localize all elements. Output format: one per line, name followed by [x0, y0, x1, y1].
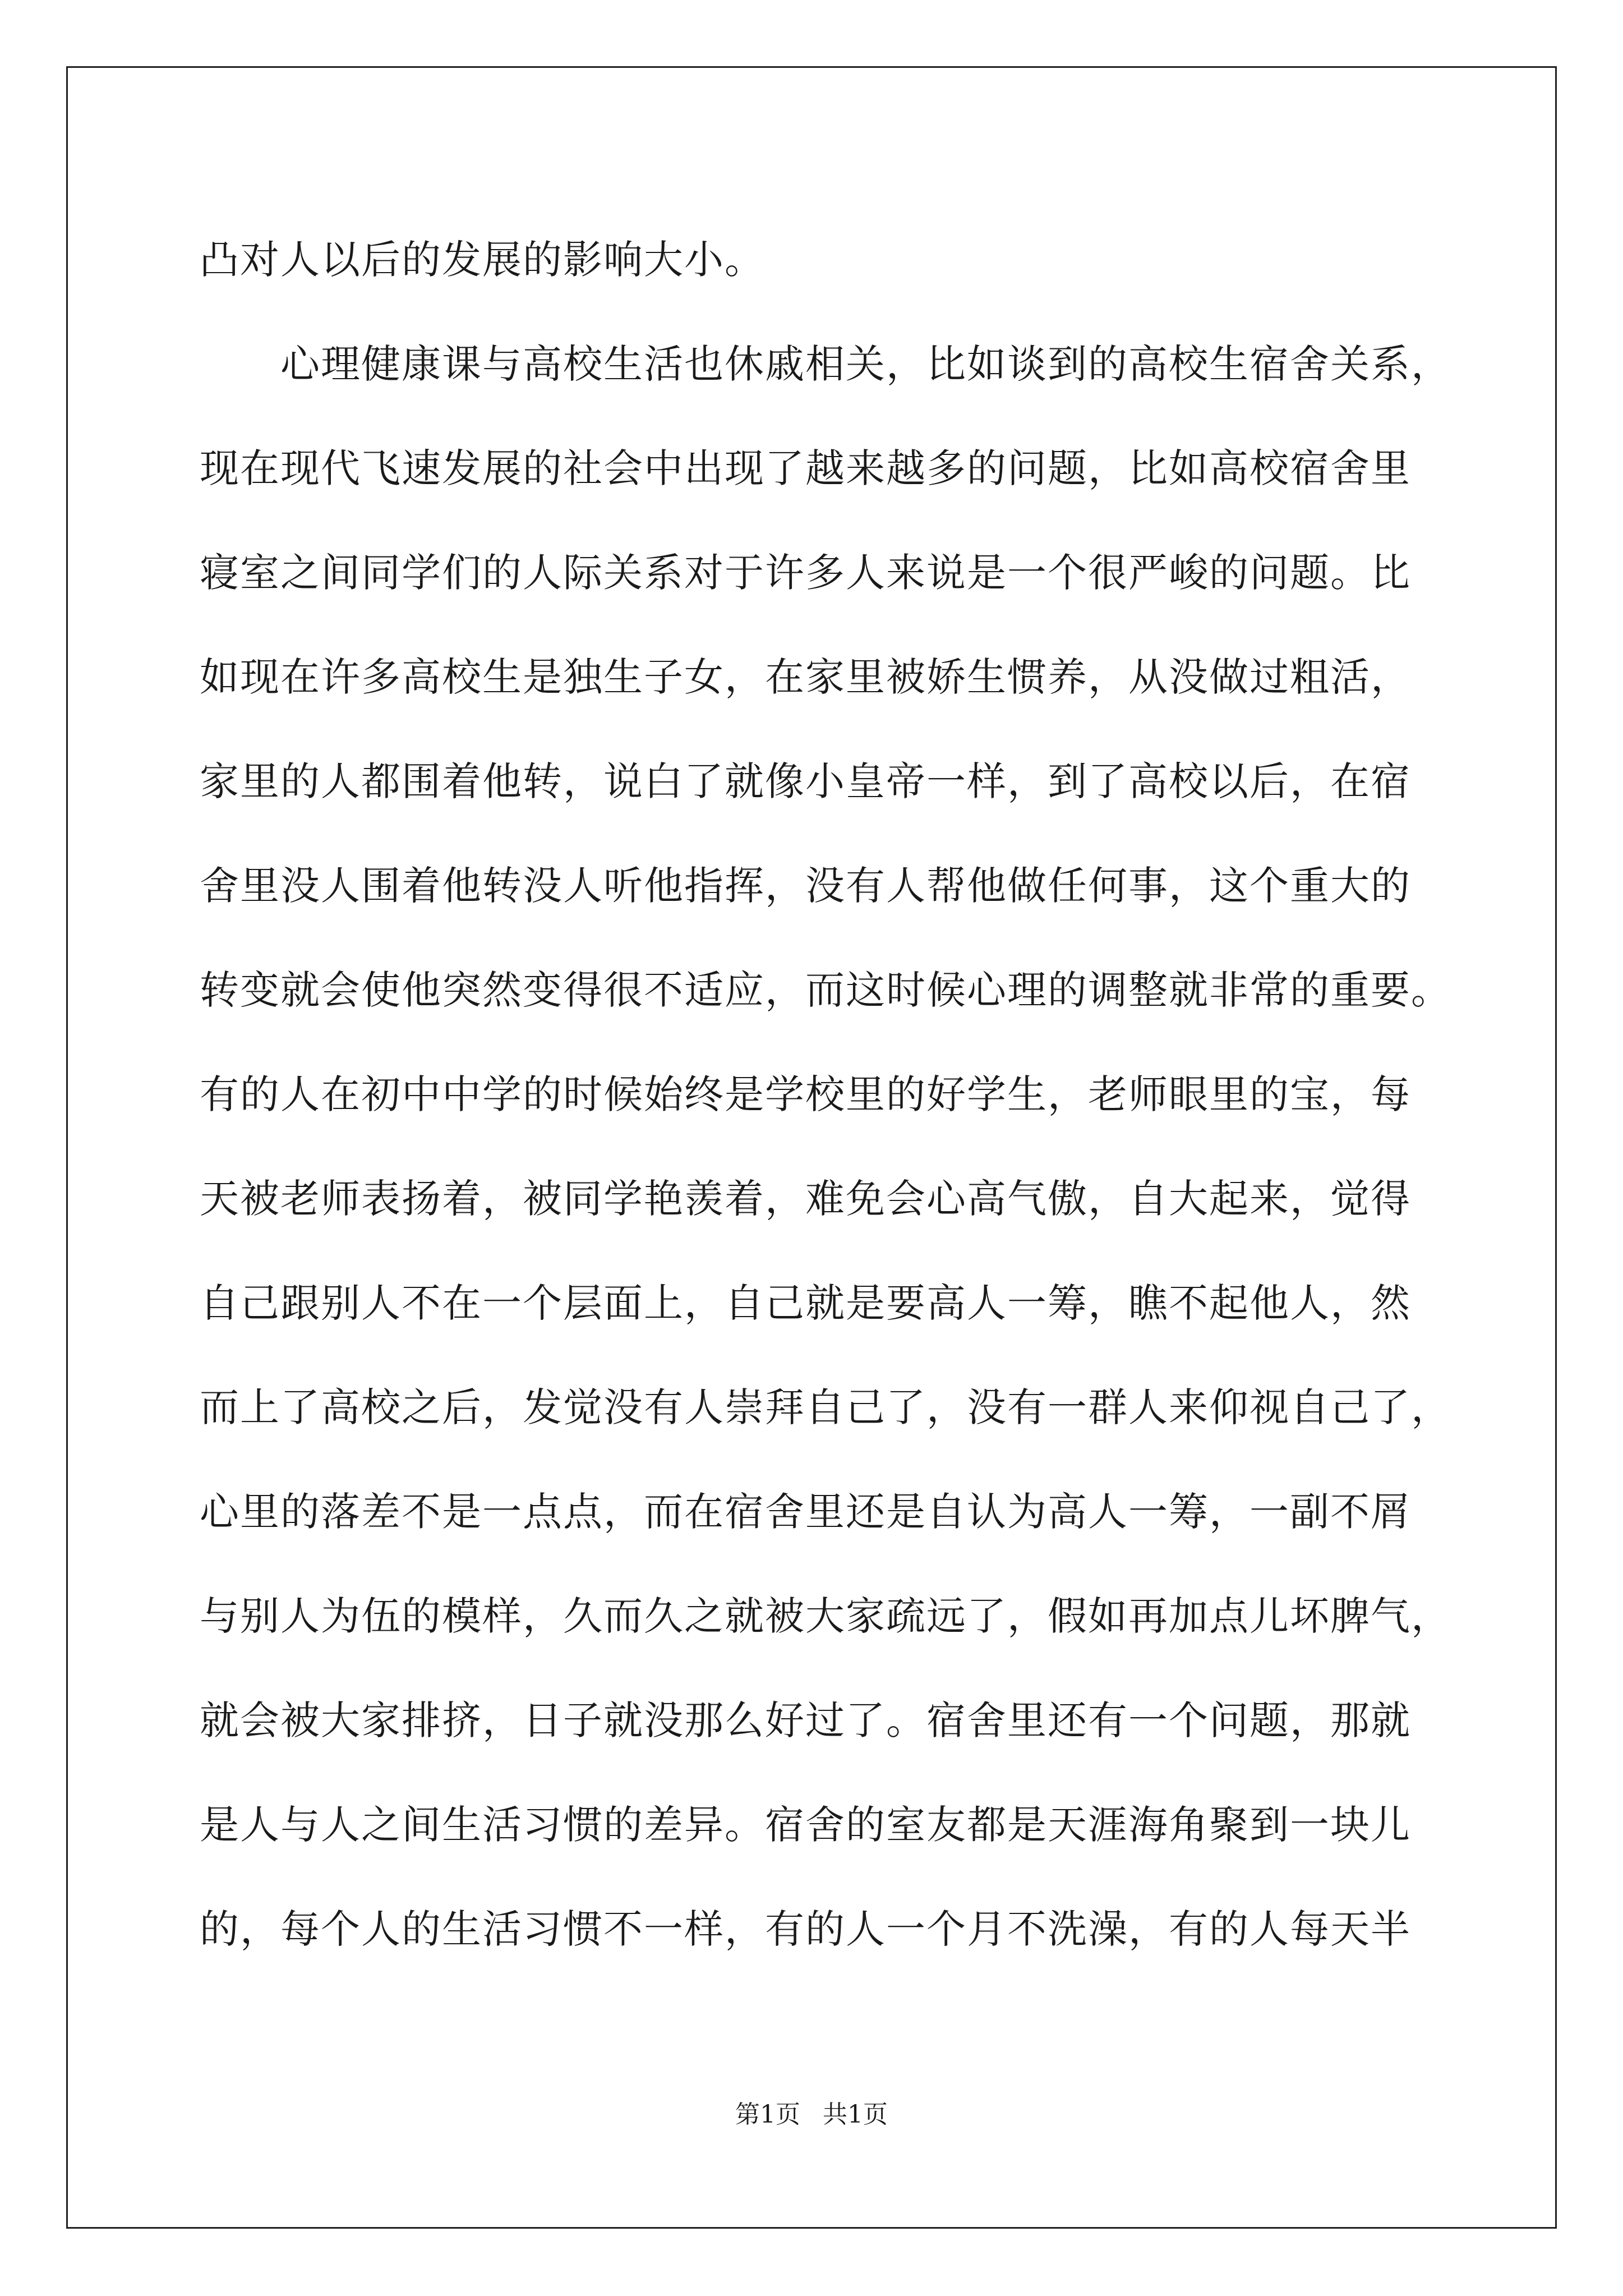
text-line: 凸对人以后的发展的影响大小。: [200, 237, 765, 283]
text-line: 现在现代飞速发展的社会中出现了越来越多的问题，比如高校宿舍里: [200, 445, 1411, 491]
text-line: 有的人在初中中学的时候始终是学校里的好学生，老师眼里的宝，每: [200, 1071, 1411, 1117]
text-line: 家里的人都围着他转，说白了就像小皇帝一样，到了高校以后，在宿: [200, 758, 1411, 804]
text-line: 与别人为伍的模样，久而久之就被大家疏远了，假如再加点儿坏脾气，: [200, 1593, 1451, 1639]
document-body: [200, 208, 1451, 1981]
text-line: 天被老师表扬着，被同学艳羡着，难免会心高气傲，自大起来，觉得: [200, 1176, 1411, 1222]
page-number: 第1页: [735, 2100, 800, 2129]
text-line: 的，每个人的生活习惯不一样，有的人一个月不洗澡，有的人每天半: [200, 1906, 1411, 1952]
text-line: 舍里没人围着他转没人听他指挥，没有人帮他做任何事，这个重大的: [200, 863, 1411, 909]
text-line: 如现在许多高校生是独生子女，在家里被娇生惯养，从没做过粗活，: [200, 654, 1411, 700]
text-line: 心里的落差不是一点点，而在宿舍里还是自认为高人一筹，一副不屑: [200, 1489, 1411, 1535]
text-line: 是人与人之间生活习惯的差异。宿舍的室友都是天涯海角聚到一块儿: [200, 1802, 1411, 1848]
text-line: 而上了高校之后，发觉没有人崇拜自己了，没有一群人来仰视自己了，: [200, 1384, 1451, 1430]
page-total: 共1页: [823, 2100, 888, 2129]
text-line: 就会被大家排挤，日子就没那么好过了。宿舍里还有一个问题，那就: [200, 1697, 1411, 1743]
text-line: 自己跟别人不在一个层面上，自己就是要高人一筹，瞧不起他人，然: [200, 1280, 1411, 1326]
text-line: 心理健康课与高校生活也休戚相关，比如谈到的高校生宿舍关系，: [200, 341, 1451, 387]
text-line: 转变就会使他突然变得很不适应，而这时候心理的调整就非常的重要。: [200, 967, 1451, 1013]
text-line: 寝室之间同学们的人际关系对于许多人来说是一个很严峻的问题。比: [200, 550, 1411, 596]
page-footer: [0, 2094, 1623, 2130]
